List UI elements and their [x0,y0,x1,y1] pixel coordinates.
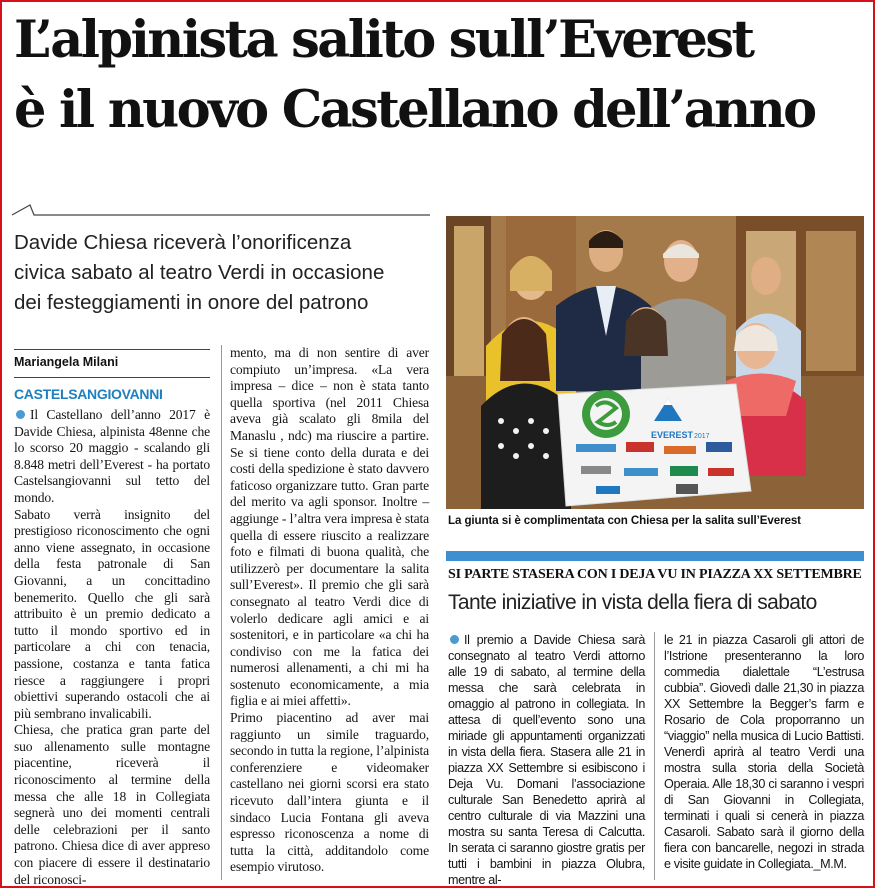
group-photo [446,216,864,509]
column-divider [221,345,222,880]
deck-rule [10,203,430,217]
headline-line-1: L’alpinista salito sull’Everest [14,10,753,70]
photo-illustration [446,216,864,509]
deck-line-1: Davide Chiesa riceverà l’onorificenza [14,231,352,254]
paragraph-5: Primo piacentino ad aver mai raggiunto un simile traguardo, secondo in tutta la regione, l’alpinista conferenziere e videomaker castellano nei giorni scorsi era stato ricevuto dall’intera giunta e il sindaco Lucia Fontana gli aveva espresso riconoscenza a nome di tutta la città, additandolo come esempio virutoso. [230,710,429,875]
byline: Mariangela Milani [14,355,119,369]
subheadline: Tante iniziative in vista della fiera di sabato [448,591,817,614]
byline-rule-bottom [14,377,210,378]
column-divider-2 [654,632,655,880]
article-column-2 [230,345,429,876]
deck [14,228,434,318]
byline-rule-top [14,349,210,350]
photo-caption: La giunta si è complimentata con Chiesa per la salita sull’Everest [448,514,801,527]
banner-year: 2017 [694,433,710,440]
kicker: SI PARTE STASERA CON I DEJA VU IN PIAZZA XX SETTEMBRE [448,567,862,582]
paragraph-1-text: Il Castellano dell’anno 2017 è Davide Chiesa, alpinista 48enne che lo scorso 20 maggio - scalando gli 8.848 metri dell’Everest - ha portato Castelsangiovanni sul tetto del mondo. [14,407,210,505]
paragraph-3: Chiesa, che pratica gran parte del suo allenamento sulle montagne piacentine, riceverà il riconoscimento al termine della messa che alle 18 in Collegiata segnerà uno dei momenti centrali delle celebrazioni per il santo patrono. Chiesa dice di aver appreso con piacere di essere il destinatario del riconosci- [14,722,210,887]
paragraph-4: mento, ma di non sentire di aver compiuto un’impresa. «La vera impresa – dice – non è stata tanto quella sportiva (nel 2011 Chiesa aveva già scalato gli 8mila del Manaslu , ndc) ma riuscire a partire. Se si tiene conto della durata e dei costi della spedizione è stato davvero faticoso organizzare tutto. Gran parte del merito va agli sponsor. Inoltre – aggiunge - l’altra vera impresa è stata quella di essere riuscito a realizzare foto e filmati di buona qualità, che utilizzerò per documentare la salita sull’Everest». Il premio che gli sarà consegnato al teatro Verdi dice di volerlo dedicare agli amici e ai sostenitori, e in particolare «a chi ha condiviso con me la fatica dei numerosi allenamenti, a chi mi ha sostenuto economicamente, a mia figlia e ai miei affetti». [230,345,429,709]
paragraph-2: Sabato verrà insignito del prestigioso riconoscimento che ogni anno viene assegnato, in occasione della festa patronale di San Giovanni, a un concittadino benemerito. Quello che gli sarà attribuito è un premio dedicato a tutto il mondo sportivo ed in particolare a chi con tenacia, passione, costanza e tanta fatica riesce a raggiungere i propri obiettivi superando ostacoli che ai più sembrano invalicabili. [14,506,210,721]
article-column-4: le 21 in piazza Casaroli gli attori de l’Istrione presenteranno la loro commedia dialettale “L’estrusa cubbia”. Giovedì dalle 21,30 in piazza XX Settembre la Begger’s farm e Rosario de Cola proporranno un “viaggio” nella musica di Lucio Battisti. Venerdì aprirà al teatro Verdi una mostra sulla storia della Società Operaia. Alle 18,30 ci saranno i vespri di San Giovanni in Collegiata, terminati i quali si cenerà in piazza Casaroli. Sabato sarà il giorno della fiera con bancarelle, negozi in strada e visite guidate in Collegiata._M.M. [664,633,864,871]
bullet-icon [16,410,25,419]
paragraph-6: Il premio a Davide Chiesa sarà consegnato al teatro Verdi attorno alle 19 di sabato, al termine della messa che sarà celebrata in omaggio al patrono in collegiata. In attesa di quell’evento sono una miriade gli appuntamenti organizzati in vista della fiera. Stasera alle 21 in piazza XX Settembre si esibiscono i Deja Vu. Domani l’associazione culturale San Benedetto aprirà al centro culturale di via Mazzini una mostra su santa Teresa di Calcutta. In serata ci saranno giostre gratis per tutti i bambini in piazza Olubra, mentre al- [448,633,645,887]
bullet-icon [450,635,459,644]
headline-line-2: è il nuovo Castellano dell’anno [14,80,815,140]
deck-line-2: civica sabato al teatro Verdi in occasione [14,261,385,284]
article-column-1 [14,407,210,888]
article-column-3 [448,632,645,888]
section-accent-bar [446,551,864,561]
location: CASTELSANGIOVANNI [14,386,163,402]
paragraph-1 [14,407,210,507]
banner-brand: EVEREST [651,430,694,440]
deck-line-3: dei festeggiamenti in onore del patrono [14,291,369,314]
